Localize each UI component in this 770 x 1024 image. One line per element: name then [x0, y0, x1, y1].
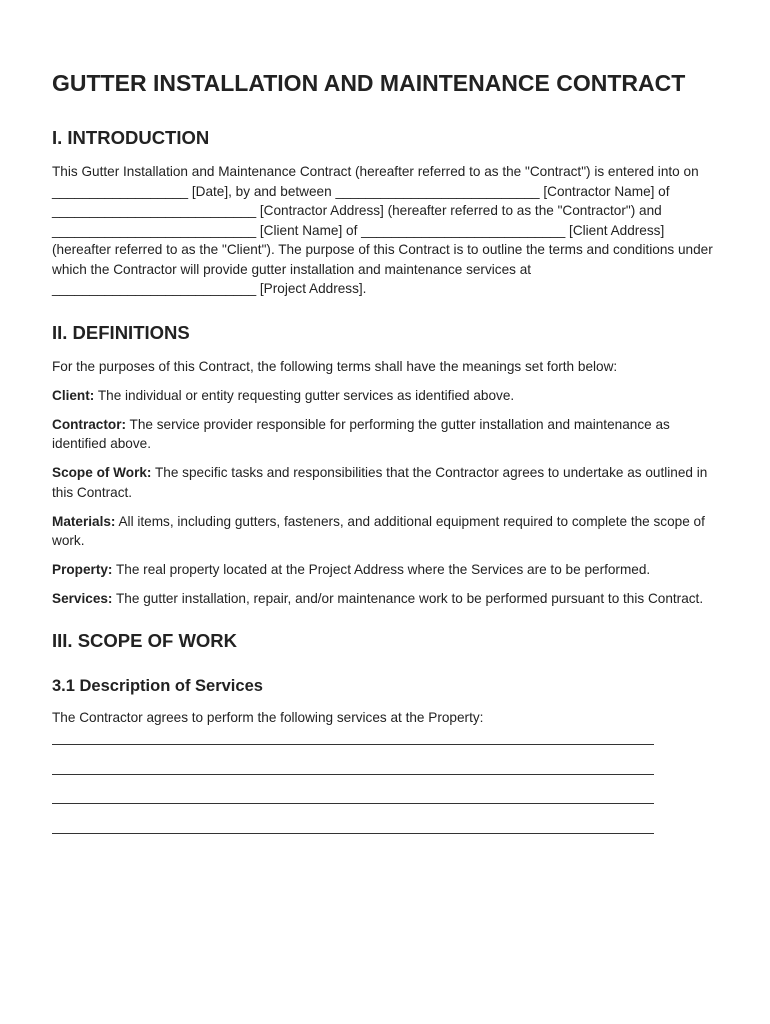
blank-line [52, 744, 654, 745]
definition-term: Materials: [52, 513, 116, 529]
section-heading-introduction: I. INTRODUCTION [52, 127, 210, 148]
definition-term: Property: [52, 562, 113, 577]
blank-line [52, 833, 654, 834]
section-heading-definitions: II. DEFINITIONS [52, 321, 190, 343]
definition-text: The service provider responsible for performing the gutter installation and maintenance as identified above. [52, 416, 670, 451]
definition-client [52, 386, 716, 406]
blank-line [52, 774, 654, 775]
contract-document [52, 66, 716, 862]
subsection-heading-description-of-services: 3.1 Description of Services [52, 676, 263, 695]
definition-term: Client: [52, 387, 95, 403]
definition-text: The individual or entity requesting gutter services as identified above. [94, 387, 515, 403]
definition-materials [52, 512, 716, 551]
definition-text: The specific tasks and responsibilities that the Contractor agrees to undertake as outlined in this Contract. [52, 465, 708, 500]
definition-text: All items, including gutters, fasteners, and additional equipment required to complete the scope of work. [52, 513, 705, 548]
definitions-lead: For the purposes of this Contract, the following terms shall have the meanings set forth below: [52, 358, 618, 374]
blank-line [52, 803, 654, 804]
definition-contractor [52, 415, 716, 454]
introduction-paragraph: This Gutter Installation and Maintenance Contract (hereafter referred to as the "Contract") is entered into on __________________ [Date], by and between ___________________________ [Contractor Name] of ___________________________ [Contractor Address] (hereafter referred to as the "Contractor") and ___________________________ [Client Name] of ___________________________ [Client Address] (hereafter referred to as the "Client"). The purpose of this Contract is to outline the terms and conditions under which the Contractor will provide gutter installation and maintenance services at ___________________________ [Project Address]. [52, 164, 713, 296]
definition-term: Services: [52, 591, 113, 606]
definition-term: Scope of Work: [52, 465, 152, 480]
document-title: GUTTER INSTALLATION AND MAINTENANCE CONTRACT [52, 70, 686, 96]
definition-property [52, 560, 716, 580]
definition-term: Contractor: [52, 416, 127, 432]
definition-scope-of-work [52, 463, 716, 502]
services-blank-lines [52, 744, 716, 834]
definition-text: The real property located at the Project Address where the Services are to be performed. [112, 562, 651, 577]
section-heading-scope-of-work: III. SCOPE OF WORK [52, 629, 238, 651]
definition-text: The gutter installation, repair, and/or maintenance work to be performed pursuant to this Contract. [112, 591, 704, 606]
scope-lead: The Contractor agrees to perform the following services at the Property: [52, 709, 484, 725]
definition-services [52, 589, 716, 609]
